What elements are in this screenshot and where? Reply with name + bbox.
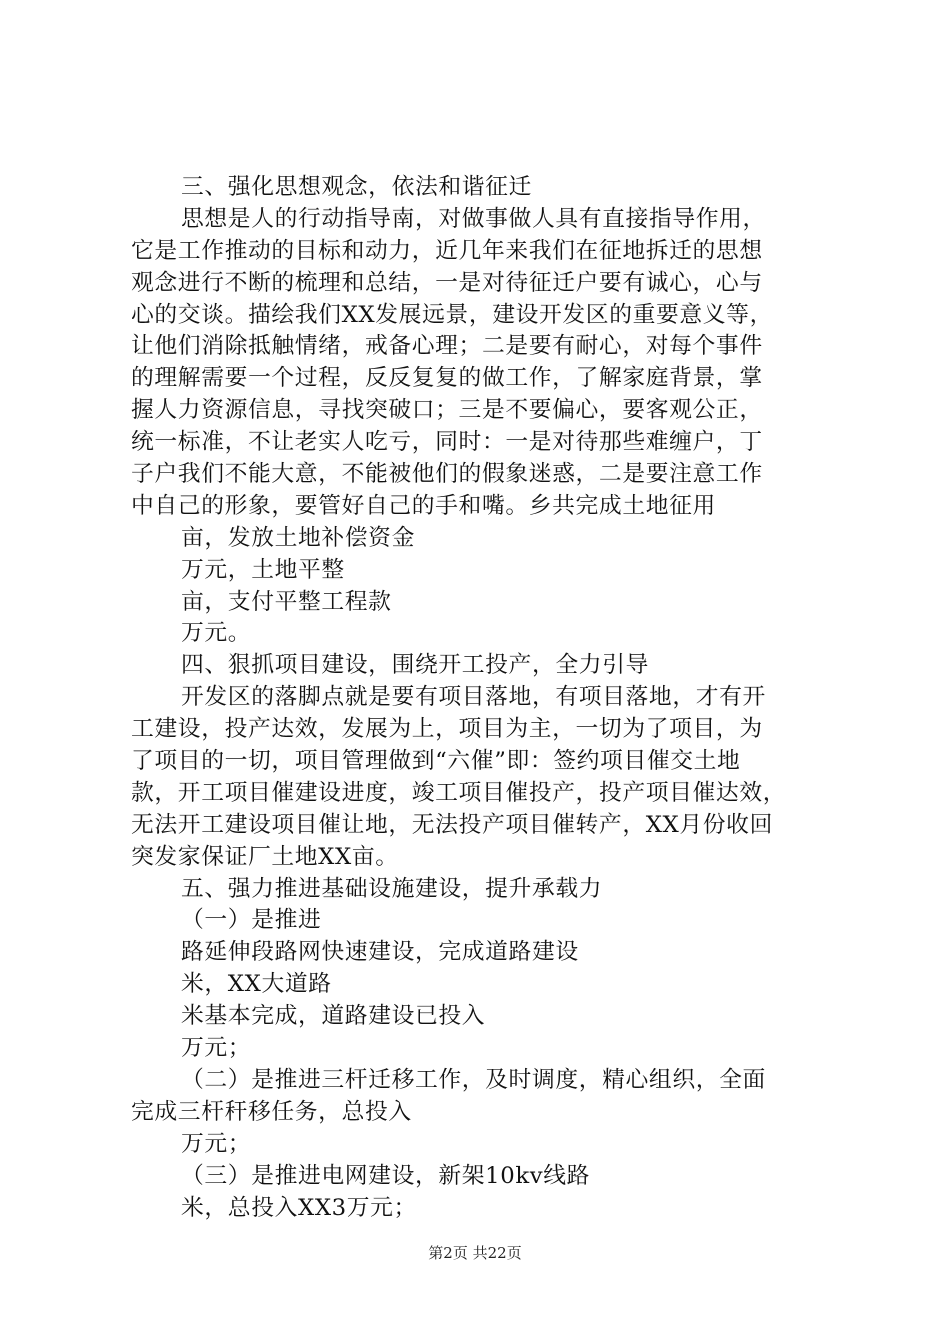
document-body [131,172,831,1224]
paragraph-line: 了项目的一切，项目管理做到“六催”即：签约项目催交土地 [131,748,741,775]
paragraph-line: 工建设，投产达效，发展为上，项目为主，一切为了项目，为 [131,716,763,743]
page-number-footer: 第2页 共22页 [428,1244,522,1262]
paragraph-line: 统一标准，不让老实人吃亏，同时：一是对待那些难缠户，丁 [131,429,763,456]
section-heading: 五、强力推进基础设施建设，提升承载力 [181,875,603,902]
paragraph-line: 它是工作推动的目标和动力，近几年来我们在征地拆迁的思想 [131,237,763,264]
paragraph-line: 让他们消除抵触情绪，戒备心理；二是要有耐心，对每个事件 [131,333,763,360]
paragraph-line: 万元，土地平整 [181,556,345,583]
paragraph-line: 中自己的形象，要管好自己的手和嘴。乡共完成土地征用 [131,492,716,519]
paragraph-line: 万元； [181,1035,252,1062]
paragraph-line: 款，开工项目催建设进度，竣工项目催投产，投产项目催达效， [131,779,787,806]
paragraph-line: 突发家保证厂土地XX亩。 [131,843,399,870]
paragraph-line: 万元； [181,1130,252,1157]
paragraph-line: 万元。 [181,620,252,647]
paragraph-line: 开发区的落脚点就是要有项目落地，有项目落地，才有开 [181,684,766,711]
paragraph-line: 亩，支付平整工程款 [181,588,392,615]
section-heading: 四、狠抓项目建设，围绕开工投产，全力引导 [181,652,649,679]
section-heading: 三、强化思想观念，依法和谐征迁 [181,174,532,200]
paragraph-line: 完成三杆秆移任务，总投入 [131,1098,412,1125]
paragraph-line: 路延伸段路网快速建设，完成道路建设 [181,939,579,966]
paragraph-line: 亩，发放土地补偿资金 [181,524,415,551]
paragraph-line: （一）是推进 [181,907,322,934]
paragraph-line: 观念进行不断的梳理和总结，一是对待征迁户要有诚心，心与 [131,269,763,296]
paragraph-line: 思想是人的行动指导南，对做事做人具有直接指导作用， [181,205,766,232]
paragraph-line: 米，XX大道路 [181,971,332,998]
paragraph-line: 的理解需要一个过程，反反复复的做工作，了解家庭背景，掌 [131,365,763,392]
paragraph-line: 握人力资源信息，寻找突破口；三是不要偏心，要客观公正， [131,397,763,424]
paragraph-line: 无法开工建设项目催让地，无法投产项目催转产，XX月份收回 [131,811,773,838]
paragraph-line: 米，总投入XX3万元； [181,1194,417,1221]
paragraph-line: 子户我们不能大意，不能被他们的假象迷惑，二是要注意工作 [131,461,763,488]
paragraph-line: 心的交谈。描绘我们XX发展远景，建设开发区的重要意义等， [131,301,773,328]
paragraph-line: 米基本完成，道路建设已投入 [181,1003,486,1030]
paragraph-line: （二）是推进三杆迁移工作，及时调度，精心组织，全面 [181,1066,766,1093]
paragraph-line: （三）是推进电网建设，新架10kv线路 [181,1162,591,1189]
